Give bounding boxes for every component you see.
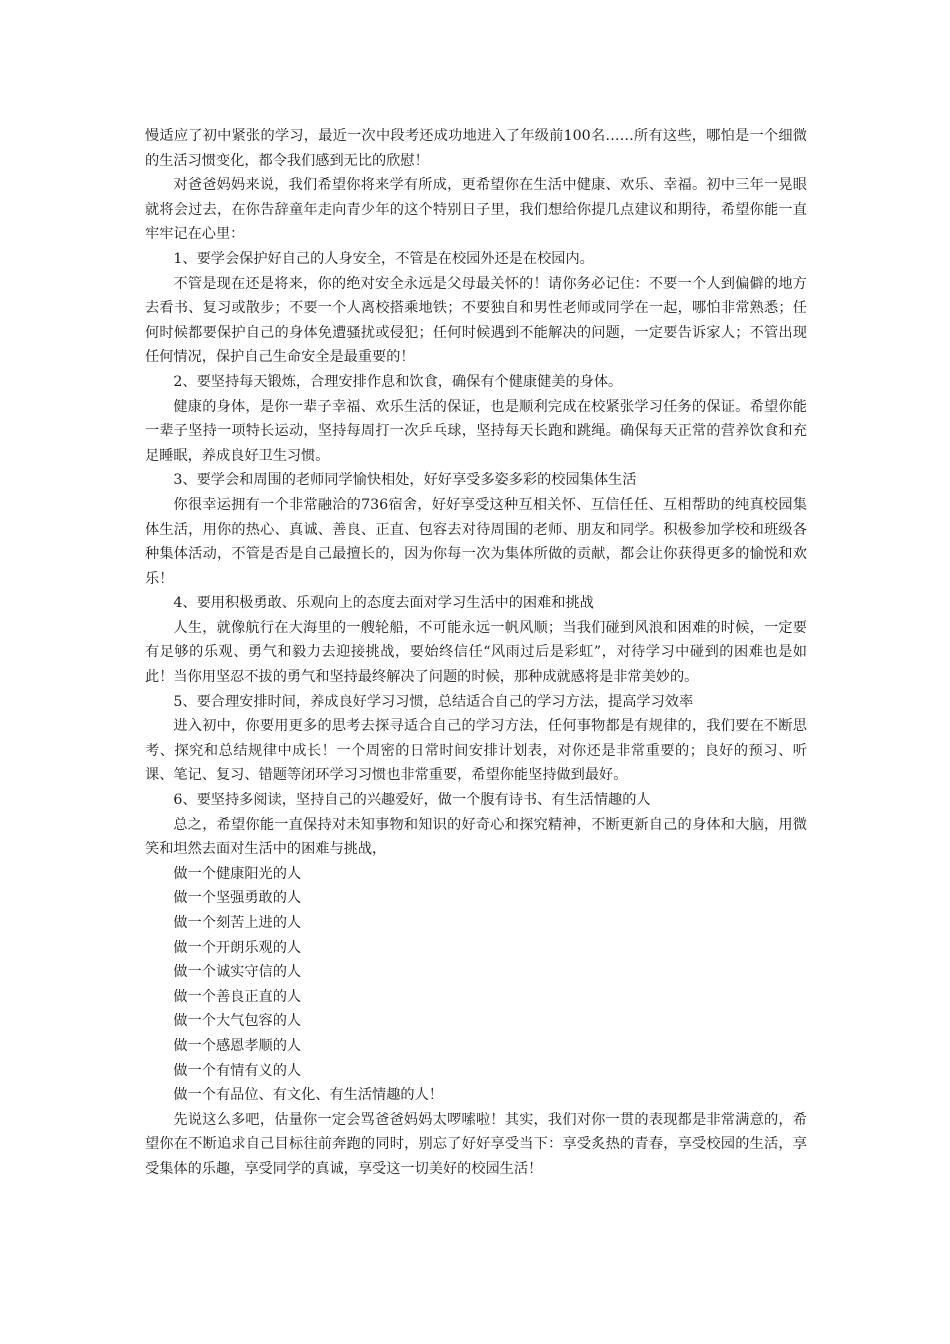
paragraph: 总之，希望你能一直保持对未知事物和知识的好奇心和探究精神，不断更新自己的身体和大脑，用微笑和坦然去面对生活中的困难与挑战，: [145, 816, 807, 858]
list-line: 做一个善良正直的人: [173, 988, 302, 1005]
document-page: [145, 124, 807, 1182]
section-heading: 1、要学会保护好自己的人身安全，不管是在校园外还是在校园内。: [173, 250, 594, 267]
paragraph: 先说这么多吧，估量你一定会骂爸爸妈妈太啰嗦啦！其实，我们对你一贯的表现都是非常满意的，希望你在不断追求自己目标往前奔跑的同时，别忘了好好享受当下：享受炙热的青春，享受校园的生活，享受集体的乐趣，享受同学的真诚，享受这一切美好的校园生活！: [145, 1111, 807, 1177]
list-line: 做一个刻苦上进的人: [173, 915, 302, 931]
paragraph: 慢适应了初中紧张的学习，最近一次中段考还成功地进入了年级前100名……所有这些，哪怕是一个细微的生活习惯变化，都令我们感到无比的欣慰！: [145, 128, 807, 169]
section-heading: 5、要合理安排时间，养成良好学习习惯，总结适合自己的学习方法，提高学习效率: [173, 693, 694, 710]
list-line: 做一个坚强勇敢的人: [173, 890, 302, 907]
list-line: 做一个感恩孝顺的人: [173, 1037, 302, 1054]
list-line: 做一个有情有义的人: [173, 1062, 302, 1079]
section-heading: 6、要坚持多阅读，坚持自己的兴趣爱好，做一个腹有诗书、有生活情趣的人: [173, 792, 651, 809]
list-line: 做一个开朗乐观的人: [173, 939, 302, 956]
paragraph: 进入初中，你要用更多的思考去探寻适合自己的学习方法，任何事物都是有规律的，我们要在不断思考、探究和总结规律中成长！一个周密的日常时间安排计划表，对你还是非常重要的；良好的预习、听课、笔记、复习、错题等闭环学习习惯也非常重要，希望你能坚持做到最好。: [145, 718, 807, 784]
paragraph: 健康的身体，是你一辈子幸福、欢乐生活的保证，也是顺利完成在校紧张学习任务的保证。希望你能一辈子坚持一项特长运动，坚持每周打一次乒乓球，坚持每天长跑和跳绳。确保每天正常的营养饮食和充足睡眠，养成良好卫生习惯。: [145, 398, 807, 464]
section-heading: 3、要学会和周围的老师同学愉快相处，好好享受多姿多彩的校园集体生活: [173, 472, 637, 489]
list-line: 做一个大气包容的人: [173, 1013, 302, 1030]
paragraph: 你很幸运拥有一个非常融洽的736宿舍，好好享受这种互相关怀、互信任任、互相帮助的纯真校园集体生活，用你的热心、真诚、善良、正直、包容去对待周围的老师、朋友和同学。积极参加学校和班级各种集体活动，不管是否是自己最擅长的，因为你每一次为集体所做的贡献，都会让你获得更多的愉悦和欢乐！: [145, 496, 807, 587]
list-line: 做一个有品位、有文化、有生活情趣的人！: [173, 1087, 443, 1104]
paragraph: 对爸爸妈妈来说，我们希望你将来学有所成，更希望你在生活中健康、欢乐、幸福。初中三年一晃眼就将会过去，在你告辞童年走向青少年的这个特别日子里，我们想给你提几点建议和期待，希望你能一直牢牢记在心里：: [145, 177, 807, 243]
paragraph: 人生，就像航行在大海里的一艘轮船，不可能永远一帆风顺；当我们碰到风浪和困难的时候，一定要有足够的乐观、勇气和毅力去迎接挑战，要始终信任“风雨过后是彩虹”，对待学习中碰到的困难也是如此！当你用坚忍不拔的勇气和坚持最终解决了问题的时候，那种成就感将是非常美妙的。: [145, 619, 807, 686]
paragraph: 不管是现在还是将来，你的绝对安全永远是父母最关怀的！请你务必记住：不要一个人到偏僻的地方去看书、复习或散步；不要一个人离校搭乘地铁；不要独自和男性老师或同学在一起，哪怕非常熟悉；任何时候都要保护自己的身体免遭骚扰或侵犯；任何时候遇到不能解决的问题，一定要告诉家人；不管出现任何情况，保护自己生命安全是最重要的！: [145, 275, 807, 366]
section-heading: 4、要用积极勇敢、乐观向上的态度去面对学习生活中的困难和挑战: [173, 595, 594, 612]
section-heading: 2、要坚持每天锻炼，合理安排作息和饮食，确保有个健康健美的身体。: [173, 373, 623, 390]
list-line: 做一个健康阳光的人: [173, 865, 302, 882]
list-line: 做一个诚实守信的人: [173, 964, 302, 981]
